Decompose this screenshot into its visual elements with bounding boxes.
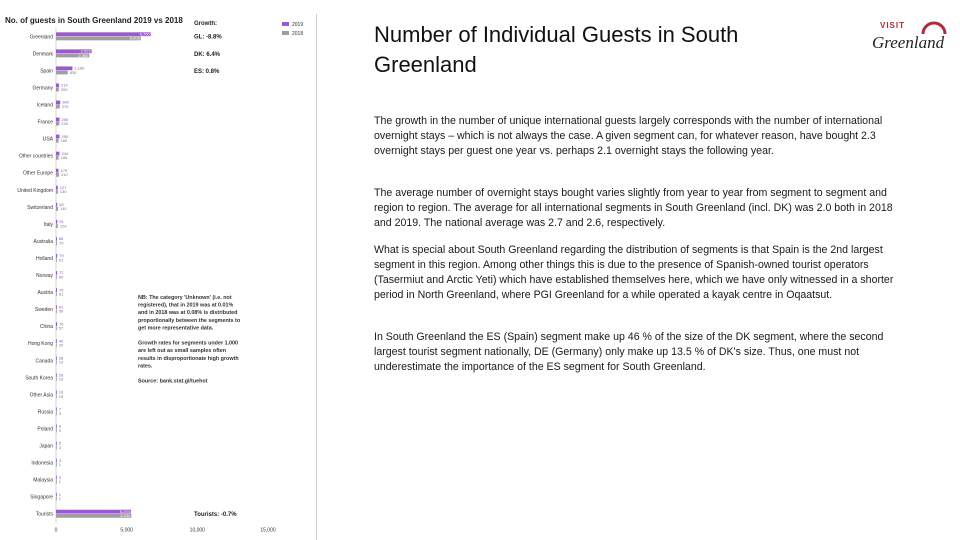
paragraph-3: What is special about South Greenland regarding the distribution of segments is that Spain is the 2nd largest segment in this region. Among other things this is due to the presence of Spanish-owned tourist operators (Tasermiut and Arctic Yeti) which have established themselves here, which we have only witnessed in a shorter period in North Greenland, where PGI Greenland for a while operated a kayak centre in Oqaatsut. <box>374 244 894 301</box>
category-label: Switzerland <box>27 204 53 211</box>
legend-label: 2019 <box>292 22 304 28</box>
data-label-2019: 214 <box>61 82 68 88</box>
growth-value: ES: 0.8% <box>194 68 220 75</box>
data-label-2018: 59 <box>58 308 64 314</box>
data-label-2019: 250 <box>61 133 69 139</box>
chart-panel <box>0 14 317 540</box>
bar-2018 <box>56 37 141 41</box>
category-label: Germany <box>32 85 53 92</box>
category-label: Indonesia <box>31 460 53 467</box>
bar-2019 <box>56 254 57 258</box>
bar-2018 <box>56 173 59 177</box>
data-label-2018: 5,330 <box>120 513 131 519</box>
legend-swatch-2018 <box>282 31 289 35</box>
data-label-2018: 185 <box>60 155 68 161</box>
data-label-2018: 270 <box>61 103 69 109</box>
data-label-2018: 2,360 <box>78 52 89 58</box>
x-tick-label: 5,000 <box>120 527 133 534</box>
bar-2018 <box>56 275 57 279</box>
growth-value: DK: 6.4% <box>194 51 221 58</box>
data-label-2019: 66 <box>58 236 64 242</box>
category-label: Austria <box>37 290 53 297</box>
bar-2019 <box>56 493 57 497</box>
data-label-2019: 2,523 <box>80 48 91 54</box>
bar-2018 <box>56 241 57 245</box>
data-label-2019: 1,160 <box>74 65 85 71</box>
category-label: Holland <box>36 255 53 262</box>
bar-2018 <box>56 105 60 109</box>
data-label-2019: 6 <box>58 423 62 429</box>
bar-2018 <box>56 395 57 399</box>
category-label: Other countries <box>18 153 53 160</box>
bar-2018 <box>56 309 57 313</box>
category-label: Malaysia <box>33 477 53 484</box>
category-label: Spain <box>40 68 53 75</box>
bar-2019 <box>56 203 57 207</box>
data-label-2018: 1 <box>58 496 62 502</box>
data-label-2018: 200 <box>60 86 68 92</box>
paragraph-4: In South Greenland the ES (Spain) segment make up 46 % of the size of the DK segment, where the second largest tourist segment nationally, DE (Germany) only make up 13.5 % of DK's size. Thus, one must not underestimate the importance of the ES segment for South Greenland. <box>374 331 884 373</box>
category-label: Iceland <box>36 102 53 109</box>
category-label: United Kingdom <box>17 187 53 194</box>
data-label-2018: 1 <box>58 479 62 485</box>
category-label: China <box>39 324 53 331</box>
data-label-2019: 3 <box>58 457 62 463</box>
growth-heading: Growth: <box>194 21 217 27</box>
bar-2018 <box>56 71 68 75</box>
bar-2018 <box>56 378 57 382</box>
category-label: Norway <box>36 273 53 280</box>
data-label-2018: 57 <box>58 325 64 331</box>
bar-2019 <box>56 101 60 105</box>
category-label: France <box>37 119 53 126</box>
data-label-2019: 300 <box>62 99 69 105</box>
category-label: Singapore <box>30 494 53 501</box>
x-tick-label: 0 <box>54 527 58 534</box>
bar-2018 <box>56 156 59 160</box>
slide-title: Number of Individual Guests in South Greenland <box>374 22 739 77</box>
bar-2018 <box>56 224 58 228</box>
bar-2018 <box>56 343 57 347</box>
bar-2019 <box>56 186 58 190</box>
data-label-2019: 90 <box>59 202 64 208</box>
chart-note-line: are left out as small samples often <box>138 348 227 355</box>
bar-2019 <box>56 424 57 428</box>
data-label-2019: 5,294 <box>119 508 130 514</box>
category-label: Hong Kong <box>27 341 53 348</box>
chart-note-line: Source: bank.stat.gl/tuehot <box>138 378 208 385</box>
x-tick-label: 10,000 <box>189 527 205 534</box>
data-label-2019: 75 <box>59 287 64 293</box>
bar-2018 <box>56 258 57 262</box>
data-label-2019: 77 <box>59 270 64 276</box>
category-label: Japan <box>39 443 53 450</box>
bar-2019 <box>56 390 57 394</box>
bar-2019 <box>56 339 57 343</box>
bar-2019 <box>56 237 57 241</box>
category-label: Italy <box>43 221 53 228</box>
data-label-2019: 127 <box>59 184 67 190</box>
category-label: USA <box>42 136 53 143</box>
bar-2019 <box>56 271 57 275</box>
paragraph-1: The growth in the number of unique international guests largely corresponds with the number of international overnight stays – which is not always the case. A given segment can, for whatever reason, have bought 2.3 overnight stays per guest one year vs. perhaps 2.1 overnight stays the following year. <box>374 115 883 157</box>
bar-2019 <box>56 442 57 446</box>
visit-greenland-logo-icon <box>868 14 952 58</box>
data-label-2019: 179 <box>60 167 68 173</box>
bar-2019 <box>56 459 57 463</box>
data-label-2018: 3 <box>58 410 62 416</box>
paragraph-2: The average number of overnight stays bought varies slightly from year to year from segment to segment and region to region. The average for all international segments in South Greenland (incl. DK) was 2.0 both in 2018 and 2019. The national average was 2.7 and 2.6, respectively. <box>374 187 893 229</box>
bar-2018 <box>56 497 57 501</box>
data-label-2018: 10 <box>58 376 64 382</box>
data-label-2018: 61 <box>58 257 64 263</box>
chart-note-line: and in 2018 was at 0.08% is distributed <box>138 310 238 317</box>
data-label-2019: 1 <box>58 491 62 497</box>
bar-2019 <box>56 135 60 139</box>
category-label: Tourists <box>35 511 53 518</box>
bar-2019 <box>56 373 57 377</box>
data-label-2018: 129 <box>59 223 67 229</box>
data-label-2019: 28 <box>58 355 64 361</box>
chart-note-line: NB: The category 'Unknown' (i.e. not <box>138 295 232 301</box>
chart-note-line: Growth rates for segments under 1.000 <box>138 340 239 347</box>
category-label: Australia <box>33 238 53 245</box>
data-label-2018: 1 <box>58 461 62 467</box>
data-label-2019: 16 <box>58 389 64 395</box>
data-label-2019: 250 <box>61 116 69 122</box>
category-label: Denmark <box>32 51 53 58</box>
bar-2018 <box>56 122 59 126</box>
data-label-2018: 130 <box>59 189 67 195</box>
visit-greenland-logo <box>868 14 952 58</box>
data-label-2018: 230 <box>61 120 68 126</box>
growth-value: GL: -8.8% <box>194 34 222 41</box>
bar-2019 <box>56 476 57 480</box>
bar-2019 <box>56 288 57 292</box>
logo-main-text: Greenland <box>872 33 945 52</box>
data-label-2018: 20 <box>58 342 64 348</box>
data-label-2018: 210 <box>60 172 68 178</box>
data-label-2018: 61 <box>58 291 64 297</box>
data-label-2019: 3 <box>58 474 62 480</box>
bar-chart <box>0 14 316 540</box>
data-label-2019: 79 <box>59 253 64 259</box>
data-label-2019: 6,700 <box>139 31 150 37</box>
bar-2018 <box>56 360 57 364</box>
bar-2018 <box>56 429 57 433</box>
chart-note-line: registered), that in 2019 was at 0.01% <box>138 302 234 309</box>
bar-2018 <box>56 446 57 450</box>
chart-note-line: proportionally between the segments to <box>138 317 241 324</box>
data-label-2019: 40 <box>58 338 64 344</box>
chart-note-line: get more representative data. <box>138 325 214 332</box>
data-label-2019: 7 <box>58 406 62 412</box>
data-label-2019: 76 <box>59 321 64 327</box>
legend-label: 2018 <box>292 31 304 37</box>
bar-2019 <box>56 322 57 326</box>
data-label-2018: 180 <box>60 138 68 144</box>
bar-2018 <box>56 412 57 416</box>
bar-2018 <box>56 463 57 467</box>
data-label-2018: 140 <box>59 206 67 212</box>
bar-2018 <box>56 207 58 211</box>
bar-2019 <box>56 356 57 360</box>
growth-tourists: Tourists: -0.7% <box>194 511 237 518</box>
data-label-2019: 26 <box>58 372 64 378</box>
bar-2018 <box>56 480 57 484</box>
bar-2018 <box>56 139 59 143</box>
bar-2019 <box>56 407 57 411</box>
data-label-2018: 3 <box>58 427 62 433</box>
data-label-2018: 830 <box>69 69 77 75</box>
bar-2019 <box>56 118 60 122</box>
category-label: South Korea <box>25 375 53 382</box>
bar-2018 <box>56 326 57 330</box>
data-label-2019: 91 <box>59 219 64 225</box>
data-label-2018: 70 <box>58 240 64 246</box>
bar-2019 <box>56 83 59 87</box>
category-label: Sweden <box>34 307 53 314</box>
data-label-2018: 60 <box>58 274 64 280</box>
data-label-2018: 6,000 <box>129 35 140 41</box>
bar-2019 <box>56 152 59 156</box>
bar-2018 <box>56 88 59 92</box>
data-label-2018: 15 <box>58 393 64 399</box>
bar-2018 <box>56 190 58 194</box>
category-label: Other Asia <box>29 392 53 399</box>
x-tick-label: 15,000 <box>260 527 276 534</box>
chart-note-line: rates. <box>138 363 153 370</box>
bar-2019 <box>56 169 59 173</box>
data-label-2018: 3 <box>58 444 62 450</box>
bar-2019 <box>56 305 57 309</box>
category-label: Greenland <box>29 34 53 41</box>
category-label: Canada <box>35 358 53 365</box>
data-label-2019: 61 <box>58 304 64 310</box>
chart-title: No. of guests in South Greenland 2019 vs 2018 <box>5 16 183 25</box>
category-label: Poland <box>37 426 53 433</box>
chart-note-line: results in disproportionate high growth <box>138 355 239 362</box>
category-label: Russia <box>37 409 53 416</box>
bar-2018 <box>56 292 57 296</box>
legend-swatch-2019 <box>282 22 289 26</box>
data-label-2019: 5 <box>58 440 62 446</box>
category-label: Other Europe <box>22 170 53 177</box>
data-label-2019: 244 <box>61 150 69 156</box>
bar-2019 <box>56 220 57 224</box>
logo-top-text: VISIT <box>880 21 906 30</box>
data-label-2018: 10 <box>58 359 64 365</box>
